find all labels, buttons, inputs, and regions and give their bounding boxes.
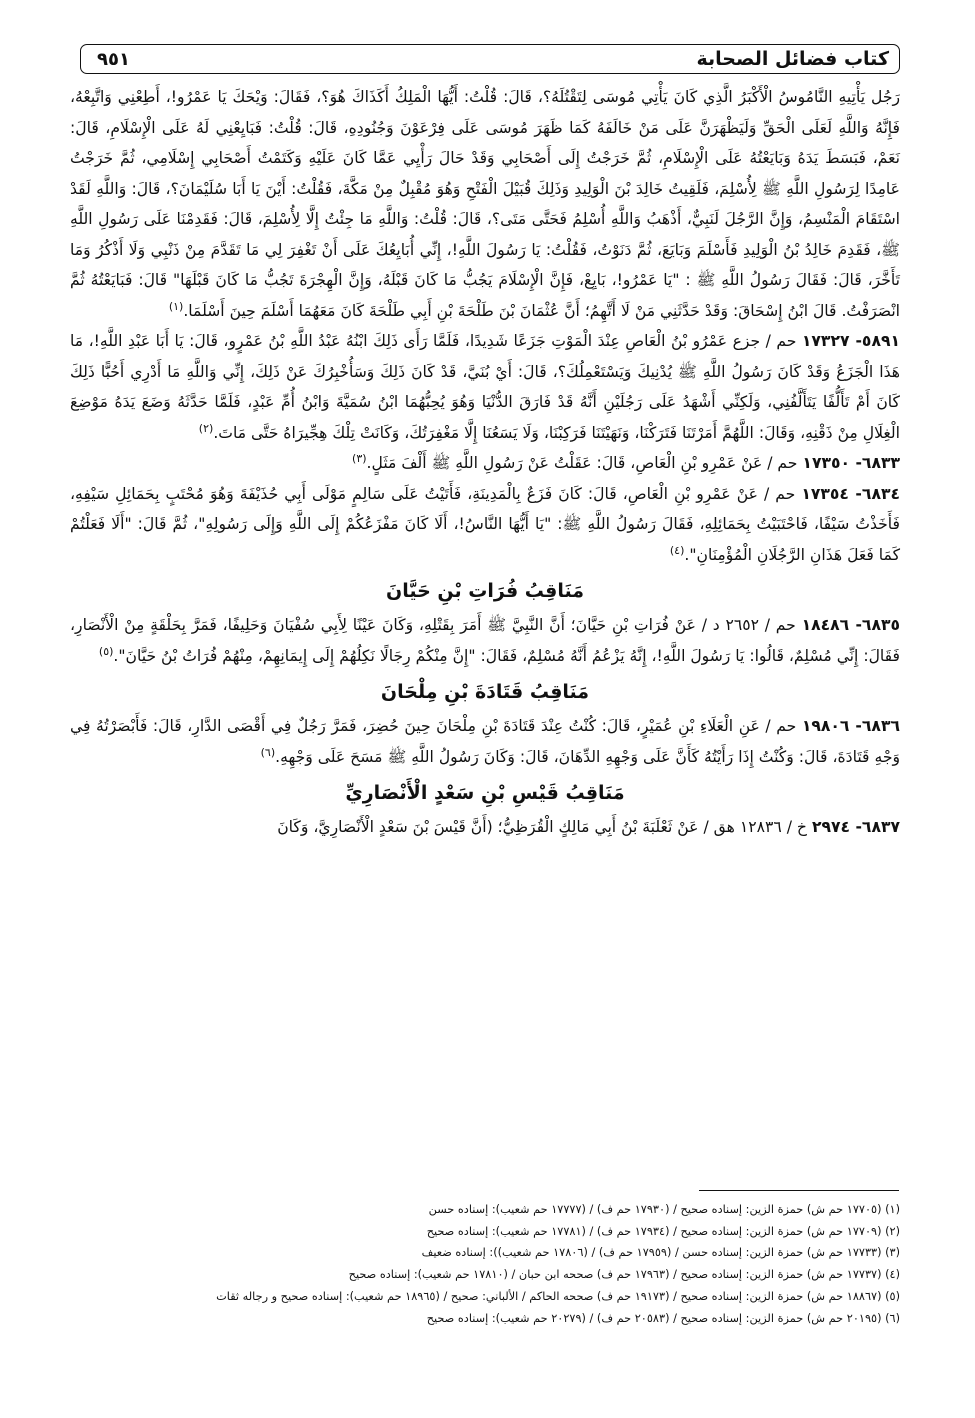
hadith-text: حم / عَنِ الْعَلَاءِ بْنِ عُمَيْرٍ، قَالَ: كُنْتُ عِنْدَ قَتَادَةَ بْنِ مِلْحَانَ حِينَ حُضِرَ، فَمَرَّ رَجُلٌ فِي أَقْصَى الدَّارِ، قَالَ: فَأَبْصَرْتُهُ فِي وَجْهِ قَتَادَةَ، قَالَ: وَكُنْتُ إِذَا رَأَيْتُهُ كَأَنَّ عَلَى وَجْهِهِ الدِّهَانَ، قَالَ: وَكَانَ رَسُولُ اللَّهِ ﷺ مَسَحَ عَلَى وَجْهِهِ. [70,717,900,766]
hadith-paragraph [70,479,900,571]
footnote: (٣) (١٧٧٣٣ حم ش) حمزة الزين: إسناده حسن / (١٧٩٥٩ حم ف) / (١٧٨٠٦ حم شعيب)): إسناده ضعيف [421,1246,900,1260]
footnote: (٥) (١٨٨٦٧ حم ش) حمزة الزين: إسناده صحيح / (١٩١٧٣ حم ف) صححه الحاكم / الألباني: صحيح / (١٨٩٦٥ حم شعيب): إسناده صحيح و رجاله ثقات [216,1289,900,1303]
section-heading: مَنَاقِبُ فُرَاتِ بْنِ حَيَّانَ [386,580,584,602]
section-heading: مَنَاقِبُ قَيْسِ بْنِ سَعْدٍ الْأَنْصَارِيِّ [345,782,625,804]
page-number: ٩٥١ [97,48,130,70]
hadith-paragraph [70,448,900,479]
hadith-number: ٦٨٣٣- ١٧٣٥٠ [802,454,900,472]
main-text [70,82,900,843]
hadith-paragraph [70,82,900,326]
hadith-number: ٦٨٣٦- ١٩٨٠٦ [801,717,900,735]
hadith-paragraph [70,326,900,448]
hadith-number: ٦٨٣٧- ٢٩٧٤ [811,818,900,836]
section-heading: مَنَاقِبُ قَتَادَةَ بْنِ مِلْحَانَ [380,681,590,703]
hadith-number: ٦٨٣٥- ١٨٤٨٦ [801,616,900,634]
footnote-ref: (٤) [669,543,685,557]
page-header [80,44,900,74]
hadith-text: حم / عَنْ عَمْرِو بْنِ الْعَاصِ، قَالَ: عَقَلْتُ عَنْ رَسُولِ اللَّهِ ﷺ أَلْفَ مَثَلٍ. [366,454,798,472]
hadith-paragraph [70,711,900,772]
footnote: (٦) (٢٠١٩٥ حم ش) حمزة الزين: إسناده صحيح / (٢٠٥٨٣ حم ف) / (٢٠٢٧٩ حم شعيب): إسناده صحيح [426,1311,900,1325]
hadith-paragraph [70,610,900,671]
hadith-text: حم / جزع عَمْرُو بْنُ الْعَاصِ عِنْدَ الْمَوْتِ جَزَعًا شَدِيدًا، فَلَمَّا رَأَى ذَلِكَ ابْنُهُ عَبْدُ اللَّهِ بْنُ عَمْرٍو، قَالَ: يَا أَبَا عَبْدِ اللَّهِ!، مَا هَذَا الْجَزَعُ وَقَدْ كَانَ رَسُولُ اللَّهِ ﷺ يُدْنِيكَ وَيَسْتَعْمِلُكَ؟، قَالَ: أَيْ بُنَيَّ، قَدْ كَانَ ذَلِكَ وَسَأُخْبِرُكَ عَنْ ذَلِكَ، إِنِّي وَاللَّهِ مَا أَدْرِي أَحُبًّا ذَلِكَ كَانَ أَمْ تَأَلُّفًا يَتَأَلَّفُنِي، وَلَكِنِّي أَشْهَدُ عَلَى رَجُلَيْنِ أَنَّهُ قَدْ فَارَقَ الدُّنْيَا وَهُوَ يُحِبُّهُمَا ابْنُ سُمَيَّةَ وَابْنُ أُمِّ عَبْدٍ، فَلَمَّا حَدَّثَهُ وَضَعَ يَدَهُ مَوْضِعَ الْغِلَالِ مِنْ ذَقْنِهِ، وَقَالَ: اللَّهُمَّ أَمَرْتَنَا فَتَرَكْنَا، وَنَهَيْتَنَا فَرَكِبْنَا، وَلَا يَسَعُنَا إِلَّا مَغْفِرَتُكَ، وَكَانَتْ تِلْكَ هِجِّيرَاهُ حَتَّى مَاتَ. [70,332,900,442]
footnote: (١) (١٧٧٠٥ حم ش) حمزة الزين: إسناده صحيح / (١٧٩٣٠ حم ف) / (١٧٧٧٧ حم شعيب): إسناده حسن [428,1203,900,1216]
footnote-ref: (١) [168,299,184,313]
footnotes [70,1199,900,1329]
hadith-text: رَجُل يَأْتِيهِ النَّامُوسُ الْأَكْبَرُ الَّذِي كَانَ يَأْتِي مُوسَى لِتَقْتُلَهُ؟، قَالَ: قُلْتُ: أَيُّهَا الْمَلِكُ أَكَذَاكَ هُوَ؟، فَقَالَ: وَيْحَكَ يَا عَمْرُو!، أَطِعْنِي وَاتَّبِعْهُ، فَإِنَّهُ وَاللَّهِ لَعَلَى الْحَقِّ وَلَيَظْهَرَنَّ عَلَى مَنْ خَالَفَهُ كَمَا ظَهَرَ مُوسَى عَلَى فِرْعَوْنَ وَجُنُودِهِ، قَالَ: قُلْتُ: فَبَايِعْنِي لَهُ عَلَى الْإِسْلَامِ، قَالَ: نَعَمْ، فَبَسَطَ يَدَهُ وَبَايَعْتُهُ عَلَى الْإِسْلَامِ، ثُمَّ خَرَجْتُ إِلَى أَصْحَابِي وَقَدْ حَالَ رَأْيِي عَمَّا كَانَ عَلَيْهِ وَكَتَمْتُ أَصْحَابِي إِسْلَامِي، ثُمَّ خَرَجْتُ عَامِدًا لِرَسُولِ اللَّهِ ﷺ لِأُسْلِمَ، فَلَقِيتُ خَالِدَ بْنَ الْوَلِيدِ وَذَلِكَ قُبَيْلَ الْفَتْحِ وَهُوَ مُقْبِلٌ مِنْ مَكَّةَ، فَقُلْتُ: أَيْنَ يَا أَبَا سُلَيْمَانَ؟، قَالَ: وَاللَّهِ لَقَدْ اسْتَقَامَ الْمَنْسِمُ، وَإِنَّ الرَّجُلَ لَنَبِيٌّ، أَذْهَبُ وَاللَّهِ أُسْلِمُ فَحَتَّى مَتَى؟، قَالَ: قُلْتُ: وَاللَّهِ مَا جِئْتُ إِلَّا لِأُسْلِمَ، قَالَ: فَقَدِمْنَا عَلَى رَسُولِ اللَّهِ ﷺ، فَقَدِمَ خَالِدُ بْنُ الْوَلِيدِ فَأَسْلَمَ وَبَايَعَ، ثُمَّ دَنَوْتُ، فَقُلْتُ: يَا رَسُولَ اللَّهِ!، إِنِّي أُبَايِعُكَ عَلَى أَنْ تَغْفِرَ لِي مَا تَقَدَّمَ مِنْ ذَنْبِي وَلَا أَذْكُرُ وَمَا تَأَخَّرَ، قَالَ: فَقَالَ رَسُولُ اللَّهِ ﷺ : "يَا عَمْرُو!، بَايِعْ، فَإِنَّ الْإِسْلَامَ يَجُبُّ مَا كَانَ قَبْلَهُ، وَإِنَّ الْهِجْرَةَ تَجُبُّ مَا كَانَ قَبْلَهَا" قَالَ: فَبَايَعْتُهُ ثُمَّ انْصَرَفْتُ. قَالَ ابْنُ إِسْحَاقَ: وَقَدْ حَدَّثَنِي مَنْ لَا أَتَّهِمُ؛ أَنَّ عُثْمَانَ بْنَ طَلْحَةَ بْنِ أَبِي طَلْحَةَ كَانَ مَعَهُمَا أَسْلَمَ حِينَ أَسْلَمَا. [70,88,900,320]
footnote-ref: (٢) [198,421,214,435]
footnote: (٢) (١٧٧٠٩ حم ش) حمزة الزين: إسناده صحيح / (١٧٩٣٤ حم ف) / (١٧٧٨١ حم شعيب): إسناده صحيح [426,1224,900,1238]
footnote-ref: (٥) [98,644,114,658]
hadith-text: حم / ٢٦٥٢ د / عَنْ فُرَاتِ بْنِ حَيَّانَ؛ أَنَّ النَّبِيَّ ﷺ أَمَرَ بِقَتْلِهِ، وَكَانَ عَيْنًا لِأَبِي سُفْيَانَ وَحَلِيفًا، فَمَرَّ بِحَلْقَةٍ مِنْ الْأَنْصَارِ، فَقَالَ: إِنِّي مُسْلِمٌ، قَالُوا: يَا رَسُولَ اللَّهِ!، إِنَّهُ يَزْعُمُ أَنَّهُ مُسْلِمٌ، فَقَالَ: "إِنَّ مِنْكُمْ رِجَالًا نَكِلُهُمْ إِلَى إِيمَانِهِمْ، مِنْهُمْ فُرَاتُ بْنُ حَيَّانَ". [70,616,900,665]
hadith-number: ٥٨٩١- ١٧٣٢٧ [801,332,900,350]
hadith-paragraph [70,812,900,843]
hadith-text: خ / ١٢٨٣٦ هق / عَنْ ثَعْلَبَةَ بْنُ أَبِي مَالِكٍ الْقُرَظِيُّ؛ (أَنَّ قَيْسَ بْنَ سَعْدٍ الْأَنْصَارِيَّ، وَكَانَ [277,818,807,836]
book-title: كتاب فضائل الصحابة [696,48,889,70]
footnote: (٤) (١٧٧٣٧ حم ش) حمزة الزين: إسناده صحيح / (١٧٩٦٣ حم ف) صححه ابن حبان / (١٧٨١٠ حم شعيب): إسناده صحيح [348,1268,900,1282]
footnote-divider [699,1190,899,1191]
hadith-text: حم / عَنْ عَمْرِو بْنِ الْعَاصِ، قَالَ: كَانَ فَزَعٌ بِالْمَدِينَةِ، فَأَتَيْتُ عَلَى سَالِمٍ مَوْلَى أَبِي حُذَيْفَةَ وَهُوَ مُحْتَبٍ بِحَمَائِلِ سَيْفِهِ، فَأَخَذْتُ سَيْفًا، فَاحْتَبَيْتُ بِحَمَائِلِهِ، فَقَالَ رَسُولُ اللَّهِ ﷺ: "يَا أَيُّهَا النَّاسُ!، أَلَا كَانَ مَفْزَعُكُمْ إِلَى اللَّهِ وَإِلَى رَسُولِهِ"، ثُمَّ قَالَ: "أَلَا فَعَلْتُمْ كَمَا فَعَلَ هَذَانِ الرَّجُلَانِ الْمُؤْمِنَانِ". [70,484,900,564]
footnote-ref: (٦) [260,745,276,759]
footnote-ref: (٣) [352,451,367,465]
hadith-number: ٦٨٣٤- ١٧٣٥٤ [801,484,900,503]
